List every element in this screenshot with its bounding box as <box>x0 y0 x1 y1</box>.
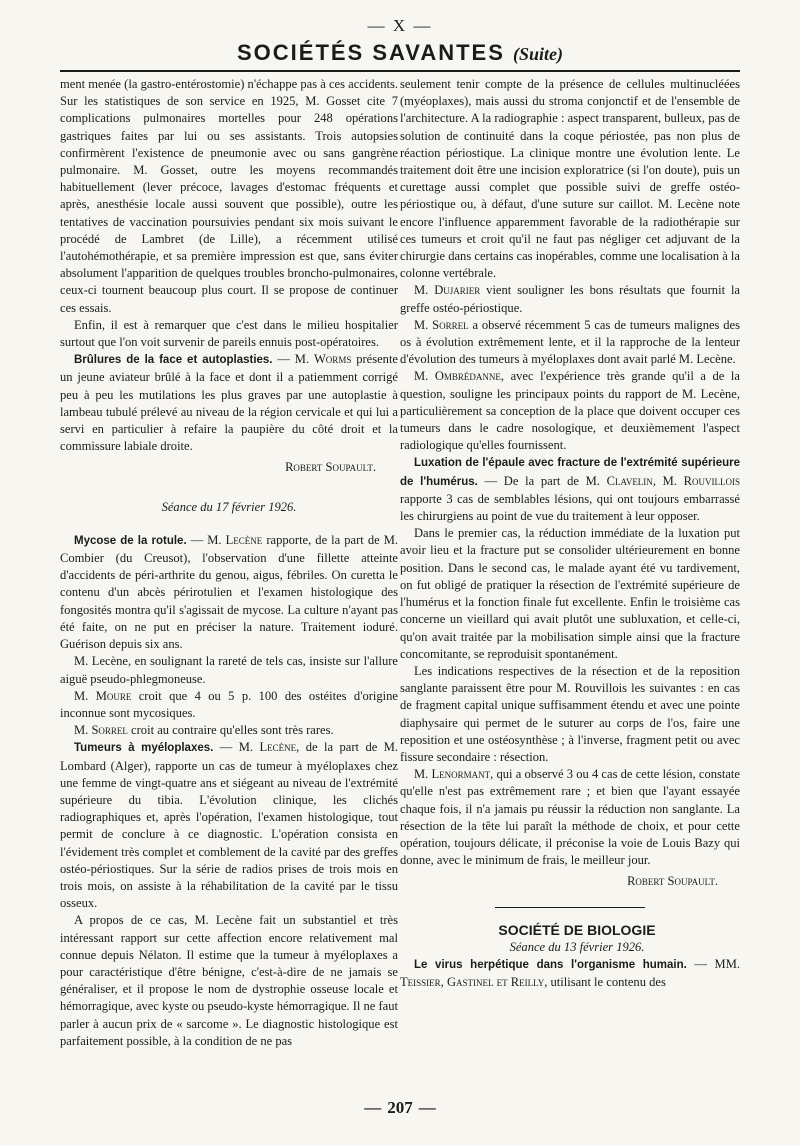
section-heading: Mycose de la rotule. <box>74 534 187 547</box>
author-name: Sorrel <box>432 317 469 332</box>
paragraph <box>60 532 398 653</box>
paragraph <box>60 688 398 722</box>
text-span: utilisant le contenu des <box>547 975 666 990</box>
paragraph <box>60 351 398 455</box>
text-span: — M. <box>213 740 260 755</box>
text-span: M. <box>414 767 432 782</box>
paragraph: seulement tenir compte de la présence de cellules multinucléées (myéoplaxes), mais aussi du stroma conjonctif et de l'ensemble de l'architecture. A la radiographie : aspect transparent, bulleux, pas de solution de continuité dans la coque périostée, pas non plus de réaction périostique. La clinique montre une évolution lente. Le traitement doit être une incision exploratrice (si l'on doute), puis un curettage aussi complet que possible suivi de greffe ostéo-périostique ou, à défaut, d'une suture sur caillot. M. Lecène note encore l'influence apparemment favorable de la radiothérapie sur ces tumeurs et croit qu'il ne faut pas négliger cet adjuvant de la chirurgie dans certains cas inopérables, comme une localisation à la colonne vertébrale. <box>400 77 740 281</box>
section-divider <box>495 907 645 908</box>
paragraph <box>400 282 740 316</box>
author-name: Lecène <box>225 532 263 547</box>
text-span: croit que 4 ou 5 p. 100 des ostéites d'origine inconnue sont mycosiques. <box>60 688 399 720</box>
author-name: Dujarier <box>434 283 481 298</box>
author-name: Lecène <box>259 740 297 755</box>
text-span: M. <box>414 283 435 298</box>
text-span: , qui a observé 3 ou 4 cas de cette lésion, constate qu'elle n'est pas extrêmement rare ; et bien que l'ayant essayée chaque fois, il n'a jamais pu réussir la réduction non sanglante. La résection de la tête lui paraît la méthode de choix, et pour cette opération, toujours délicate, il préconise la voie de Louis Bazy qui donne, avec le minimum de frais, le meilleur jour. <box>400 767 740 868</box>
section-heading: Tumeurs à myéloplaxes. <box>74 742 214 755</box>
header-title-text: SOCIÉTÉS SAVANTES <box>236 40 505 65</box>
paragraph <box>400 766 740 869</box>
text-span: , avec l'expérience très grande qu'il a de la question, souligne les principaux points du rapport de M. Lecène, particulièrement sa conception de la place que doivent occuper ces tumeurs dans le cadre nosologique, et deuxièmement l'aspect radiologique qu'elles fournissent. <box>400 369 740 453</box>
text-span: , de la part de M. Lombard (Alger), rapporte un cas de tumeur à myéloplaxes chez une femme de vingt-quatre ans et siégeant au niveau de l'extrémité supérieure du tibia. L'évolution clinique, les clichés radiographiques et, après l'opération, l'examen histologique, tout permit de conclure à ce diagnostic. L'opération consista en l'évidement très complet et comblement de la cavité par des greffes ostéo-périostiques. Sur la série de radios prises de trois mois en trois mois, on assiste à la réhabilitation de la cavité par le tissu osseux. <box>60 740 399 911</box>
header-rule <box>60 70 740 72</box>
paragraph <box>400 317 740 369</box>
text-span: vient souligner les bons résultats que fournit la greffe ostéo-périostique. <box>400 283 741 315</box>
text-span: M. <box>74 688 96 703</box>
paragraph <box>60 722 398 739</box>
right-column <box>400 76 740 991</box>
author-names: MM. Teissier, Gastinel et Reilly, <box>400 956 740 990</box>
text-span: — <box>686 956 715 971</box>
section-heading: Luxation de l'épaule avec fracture de l'extrémité supérieure de l'humérus. <box>400 457 740 488</box>
author-name: Rouvillois <box>683 473 741 488</box>
paragraph: Les indications respectives de la résection et de la reposition sanglante paraissent être pour M. Rouvillois les suivantes : en cas de fragment capital unique suffisamment étendu et avec une pointe diaphysaire qui permet de le suturer au corps de l'os, faire une reposition et une ostéosynthèse ; à l'inverse, fragment petit ou avec fissure secondaire : résection. <box>400 663 740 764</box>
author-name: Clavelin <box>606 473 653 488</box>
text-span: — M. <box>186 532 226 547</box>
text-span: — M. <box>272 352 314 367</box>
text-span: M. <box>74 723 92 738</box>
author-name: Moure <box>95 688 132 703</box>
header-title-suite: (Suite) <box>513 44 564 64</box>
author-name: Ombrédanne <box>434 369 501 384</box>
left-column <box>60 76 398 1050</box>
text-span: présente un jeune aviateur brûlé à la face et dont il a patiemment corrigé peu à peu les mutilations les plus graves par une autoplastie à lambeau tubulé prélevé au niveau de la région cervicale et qui lui a servi en particulier à refaire la paupière du côté droit et la commissure labiale droite. <box>60 352 399 454</box>
paragraph: A propos de ce cas, M. Lecène fait un substantiel et très intéressant rapport sur cette affection encore relativement mal connue depuis Nélaton. Il estime que la tumeur à myéloplaxes a pour caractéristique d'être bénigne, c'est-à-dire de ne jamais se généraliser, et il propose le nom de dystrophie osseuse locale et hémorragique, avec kyste ou pseudo-kyste hémorragique. Il ne faut parler à aucun prix de « sarcome ». Le diagnostic histologique est parfaitement possible, à la condition de ne pas <box>60 913 398 1048</box>
session-date: Séance du 13 février 1926. <box>509 939 645 954</box>
paragraph: M. Lecène, en soulignant la rareté de tels cas, insiste sur l'allure aiguë pseudo-phlegmoneuse. <box>60 654 398 686</box>
signature: Robert Soupault. <box>627 874 718 889</box>
paragraph <box>400 454 740 525</box>
text-span: — De la part de M. <box>477 473 607 488</box>
section-heading: Le virus herpétique dans l'organisme humain. <box>414 958 687 971</box>
page-roman-numeral: — X — <box>367 16 433 35</box>
paragraph: ment menée (la gastro-entérostomie) n'échappe pas à ces accidents. Sur les statistiques de son service en 1925, M. Gosset cite 7 complications pulmonaires mortelles pour 248 opérations gastriques faites par lui ou ses assistants. Trois autopsies confirmèrent l'existence de pneumonie avec ou sans gangrène pulmonaire. M. Gosset, outre les moyens recommandés habituellement (lever précoce, lavages d'estomac fréquents et après, anesthésie locale aussi souvent que possible), outre les tentatives de vaccination poursuivies pendant six mois suivant le procédé de Lambret (de Lille), a récemment utilisé l'autohémothérapie, et sa première impression est que, sans éviter absolument l'apparition de quelques troubles broncho-pulmonaires, ceux-ci tournent beaucoup plus court. Il se propose de continuer ces essais. <box>60 77 398 315</box>
paragraph <box>400 956 740 991</box>
text-span: M. <box>414 317 433 332</box>
page-header-title <box>0 40 800 66</box>
text-span: rapporte 3 cas de semblables lésions, qui ont toujours embarrassé les chirurgiens au point de vue du traitement à leur opposer. <box>400 491 740 524</box>
paragraph: Enfin, il est à remarquer que c'est dans le milieu hospitalier surtout que l'on voit survenir de pareils ennuis post-opératoires. <box>60 317 398 350</box>
paragraph: Dans le premier cas, la réduction immédiate de la luxation put avoir lieu et la fracture put se consolider ultérieurement en bonne position. Dans le second cas, le malade ayant été vu tardivement, on fut obligé de pratiquer la résection de l'extrémité supérieure de l'humérus et la fonction finale fut excellente. Enfin le troisième cas concerne un vieillard qui avait plutôt une subluxation, et celle-ci, qu'on avait traitée par la mobilisation simple ainsi que la fracture concomitante, se reproduisit spontanément. <box>400 526 740 661</box>
text-span: , M. <box>652 473 684 488</box>
text-span: M. <box>414 369 435 384</box>
paragraph <box>60 739 398 912</box>
text-span: croit au contraire qu'elles sont très rares. <box>127 723 334 738</box>
page-number: — 207 — <box>0 1098 800 1118</box>
society-heading: SOCIÉTÉ DE BIOLOGIE <box>498 921 656 938</box>
author-name: Lenormant <box>431 767 491 782</box>
text-span: rapporte, de la part de M. Combier (du Creusot), l'observation d'une fillette atteinte d'accidents de péri-arthrite du genou, aigus, fébriles. On curetta le contenu d'un abcès périrotulien et l'examen histologique des fongosités montra qu'il s'agissait de mycose. La culture n'ayant pas été faite, on ne put en préciser la nature. Traitement ioduré. Guérison depuis six ans. <box>60 532 398 652</box>
text-span: a observé récemment 5 cas de tumeurs malignes des os à évolution extrêmement lente, et il la rapproche de la lenteur d'évolution des tumeurs à myéloplaxes dont avait parlé M. Lecène. <box>400 317 740 367</box>
signature: Robert Soupault. <box>285 460 376 475</box>
author-name: Worms <box>313 352 352 367</box>
paragraph <box>400 368 740 454</box>
session-date: Séance du 17 février 1926. <box>161 499 297 514</box>
author-name: Sorrel <box>91 723 128 738</box>
section-heading: Brûlures de la face et autoplasties. <box>74 354 273 367</box>
